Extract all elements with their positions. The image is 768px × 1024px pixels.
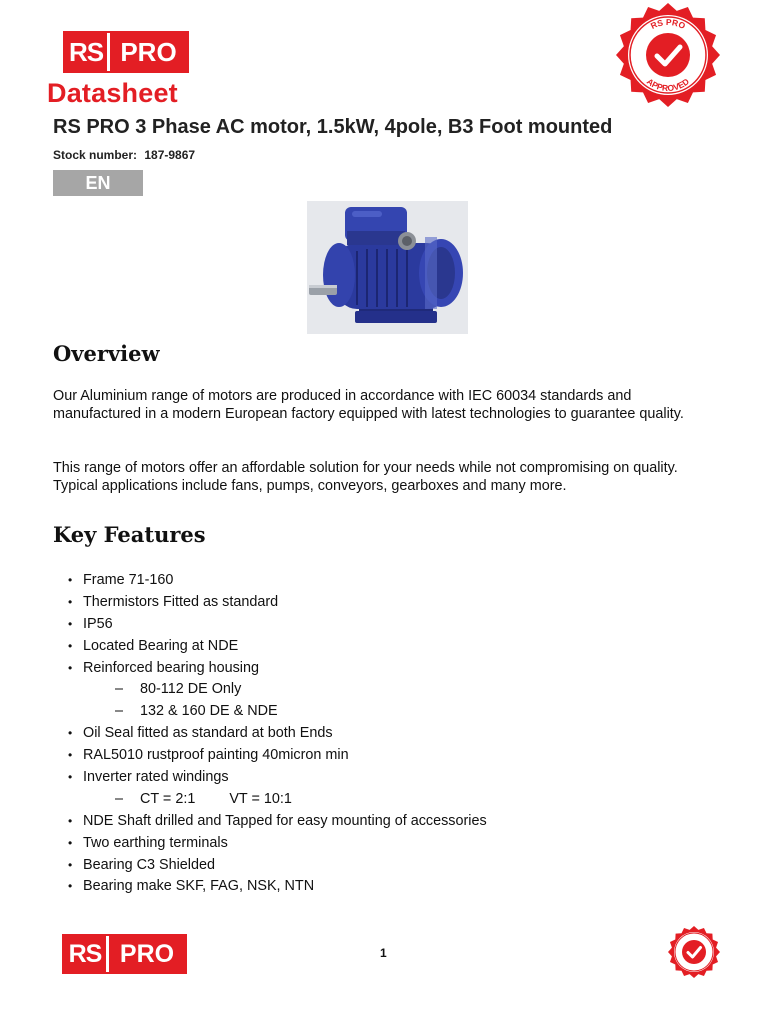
- feature-item: [53, 636, 693, 658]
- feature-text: Oil Seal fitted as standard at both Ends: [83, 725, 333, 742]
- feature-item: [53, 833, 693, 855]
- feature-item: [53, 592, 693, 614]
- feature-text: Two earthing terminals: [83, 834, 228, 851]
- feature-text: Bearing C3 Shielded: [83, 856, 216, 873]
- feature-item: [53, 876, 693, 898]
- stock-number-line: [53, 148, 199, 162]
- rs-pro-approved-badge-small: [666, 926, 722, 978]
- feature-item: [53, 723, 693, 745]
- feature-text: Inverter rated windings: [83, 769, 229, 786]
- feature-text: Located Bearing at NDE: [83, 637, 239, 654]
- rs-pro-logo: [63, 31, 189, 73]
- checkmark-icon: [646, 33, 690, 77]
- feature-item: [53, 570, 693, 592]
- overview-paragraph: Our Aluminium range of motors are produced in accordance with IEC 60034 standards and manufactured in a modern European factory equipped with latest technologies to guarantee quality.: [53, 388, 684, 422]
- feature-text: NDE Shaft drilled and Tapped for easy mounting of accessories: [83, 812, 487, 829]
- feature-text: Reinforced bearing housing: [83, 659, 260, 676]
- feature-text: 80-112 DE Only: [140, 681, 242, 698]
- key-features-heading: Key Features: [53, 522, 206, 547]
- document-title: RS PRO 3 Phase AC motor, 1.5kW, 4pole, B3 Foot mounted: [53, 116, 613, 138]
- overview-heading: Overview: [53, 341, 160, 366]
- overview-paragraph: This range of motors offer an affordable solution for your needs while not compromising on quality. Typical applications include fans, pumps, conveyors, gearboxes and many more.: [53, 460, 678, 494]
- logo-pro-text: PRO: [106, 936, 185, 972]
- feature-item: [53, 745, 693, 767]
- feature-text: IP56: [83, 615, 113, 632]
- feature-text-secondary: VT = 10:1: [229, 790, 292, 807]
- feature-text: CT = 2:1: [140, 790, 196, 807]
- rs-pro-footer-logo: [62, 934, 187, 974]
- feature-subitem: [53, 789, 693, 811]
- key-features-list: [53, 570, 693, 898]
- feature-text: Bearing make SKF, FAG, NSK, NTN: [83, 878, 315, 895]
- feature-item: [53, 614, 693, 636]
- feature-item: [53, 767, 693, 789]
- motor-product-image: [307, 201, 468, 334]
- feature-item: [53, 658, 693, 680]
- feature-text: RAL5010 rustproof painting 40micron min: [83, 747, 349, 764]
- logo-rs-text: RS: [64, 936, 106, 972]
- badge-bottom-text: APPROVED: [644, 76, 692, 94]
- badge-top-text: RS PRO: [648, 16, 687, 31]
- feature-item: [53, 855, 693, 877]
- feature-subitem: [53, 701, 693, 723]
- language-badge: EN: [53, 170, 143, 196]
- stock-number-label: Stock number:: [53, 148, 138, 162]
- logo-pro-text: PRO: [107, 33, 187, 71]
- logo-rs-text: RS: [65, 33, 107, 71]
- page-number: 1: [380, 946, 387, 960]
- rs-pro-approved-badge: [612, 3, 724, 107]
- feature-text: 132 & 160 DE & NDE: [140, 703, 278, 720]
- feature-text: Thermistors Fitted as standard: [83, 593, 279, 610]
- datasheet-heading: Datasheet: [47, 78, 178, 108]
- feature-item: [53, 811, 693, 833]
- stock-number-value: 187-9867: [144, 148, 196, 162]
- feature-text: Frame 71-160: [83, 572, 174, 588]
- feature-subitem: [53, 679, 693, 701]
- checkmark-icon: [682, 940, 706, 964]
